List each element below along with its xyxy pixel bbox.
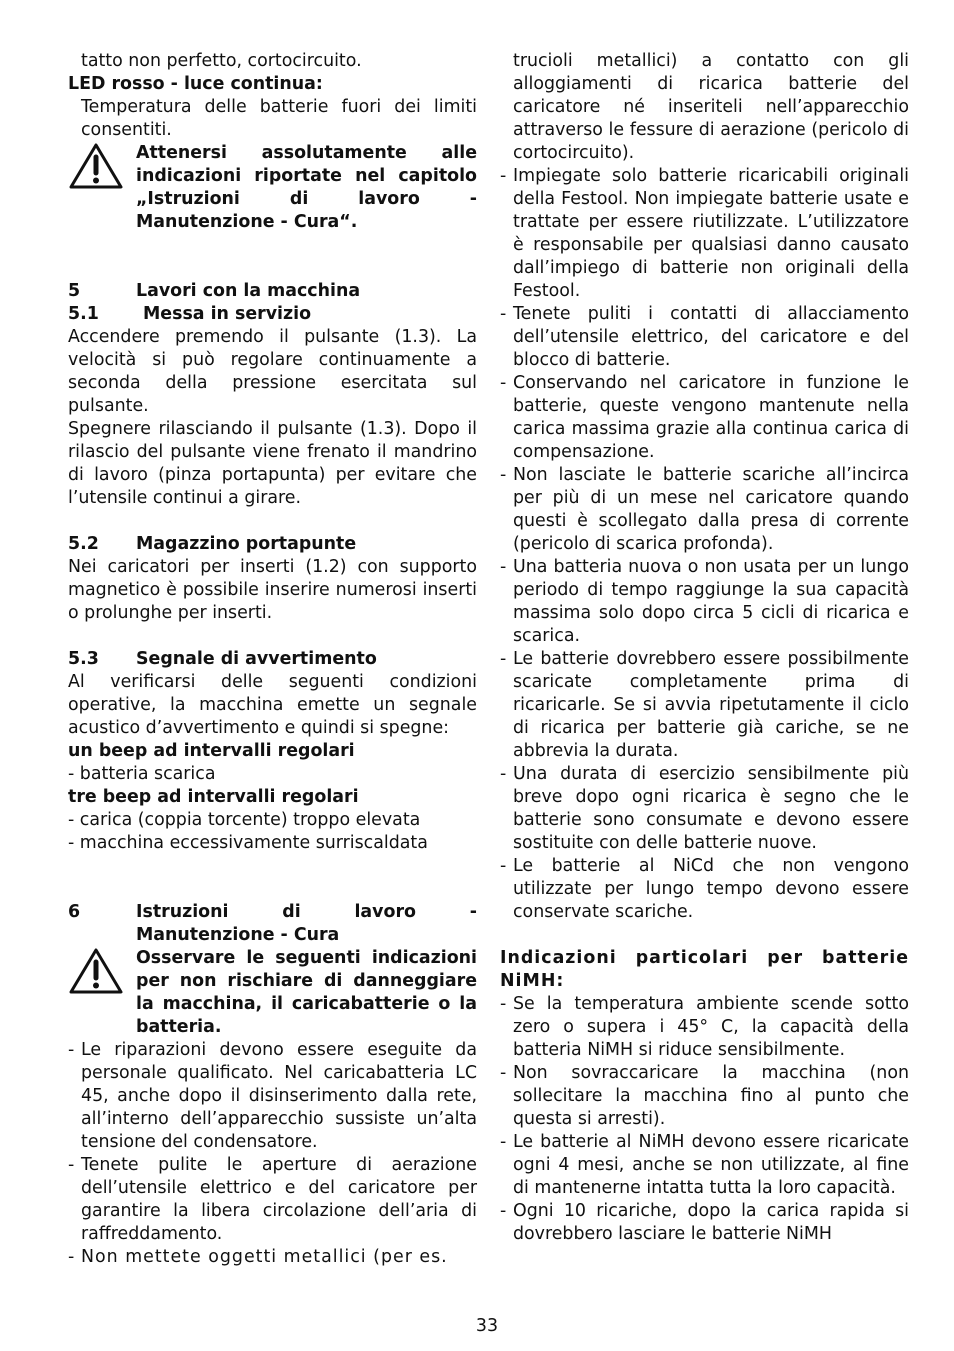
list-item: - Una durata di esercizio sensibilmente più breve dopo ogni ricarica è segno che le batterie sono consumate e devono essere sostituite con delle batterie nuove.: [500, 764, 909, 853]
list-item: - Se la temperatura ambiente scende sotto zero o supera i 45° C, la capacità della batteria NiMH si riduce sensibilmente.: [500, 994, 909, 1060]
continued-text: tatto non perfetto, cortocircuito.: [81, 51, 362, 71]
section-number: 6: [68, 902, 81, 922]
section-number: 5: [68, 281, 81, 301]
list-item: - Impiegate solo batterie ricaricabili originali della Festool. Non impiegate batterie usate e trattate per essere riutilizzate. L’utilizzatore è responsabile per qualsiasi danno causato dall’impiego di batterie non originali della Festool.: [500, 166, 909, 301]
list-item: - Conservando nel caricatore in funzione le batterie, queste vengono mantenute nella carica massima grazie alla continua carica di compensazione.: [500, 373, 909, 462]
section-title: Magazzino portapunte: [136, 534, 357, 554]
continued-text: trucioli metallici) a contatto con gli alloggiamenti di ricarica batterie del caricatore né inseriteli nell’apparecchio attraverso le fessure di aerazione (pericolo di cortocircuito).: [513, 51, 909, 163]
warning-block-2: [68, 947, 477, 1039]
section-title: Messa in servizio: [143, 304, 312, 324]
section-5-3-heading: [68, 648, 477, 671]
beep1-title: un beep ad intervalli regolari: [68, 741, 355, 761]
list-item: - Non mettete oggetti metallici (per es.: [68, 1247, 448, 1267]
section-title: Lavori con la macchina: [136, 281, 361, 301]
list-item: - Le batterie al NiCd che non vengono utilizzate per lungo tempo devono essere conservate scariche.: [500, 856, 909, 922]
list-item: - Una batteria nuova o non usata per un lungo periodo di tempo raggiunge la sua capacità massima solo dopo circa 5 cicli di ricarica e scarica.: [500, 557, 909, 646]
list-item: - Tenete pulite le aperture di aerazione dell’utensile elettrico e del caricatore per garantire la libera circolazione dell’aria di raffreddamento.: [68, 1155, 477, 1244]
beep3-title: tre beep ad intervalli regolari: [68, 787, 359, 807]
section-number: 5.2: [68, 534, 99, 554]
section-6-heading: [68, 901, 477, 947]
list-item: - Non sovraccaricare la macchina (non sollecitare la macchina fino al punto che questa si arresti).: [500, 1063, 909, 1129]
warning-text: Osservare le seguenti indicazioni per non rischiare di danneggiare la macchina, il caricabatterie o la batteria.: [136, 948, 477, 1037]
list-item: - Non lasciate le batterie scariche all’incirca per più di un mese nel caricatore quando questi è scollegato dalla presa di corrente (pericolo di scarica profonda).: [500, 465, 909, 554]
led-red-text: Temperatura delle batterie fuori dei limiti consentiti.: [81, 97, 477, 140]
section-number: 5.1: [68, 304, 99, 324]
left-column: [68, 50, 477, 1269]
list-item: - Ogni 10 ricariche, dopo la carica rapida si dovrebbero lasciare le batterie NiMH: [500, 1201, 909, 1244]
right-column: [500, 50, 909, 1246]
paragraph: Spegnere rilasciando il pulsante (1.3). Dopo il rilascio del pulsante viene frenato il mandrino di lavoro (pinza portapunta) per evitare che l’utensile continui a girare.: [68, 419, 477, 508]
section-title: Istruzioni di lavoro - Manutenzione - Cura: [136, 902, 477, 945]
paragraph: Accendere premendo il pulsante (1.3). La velocità si può regolare continuamente a seconda della pressione esercitata sul pulsante.: [68, 327, 477, 416]
list-item: - Le batterie dovrebbero essere possibilmente scaricate completamente prima di ricaricarle. Se si avvia ripetutamente il ciclo di ricarica per batterie già cariche, se ne abbrevia la durata.: [500, 649, 909, 761]
led-red-title: LED rosso - luce continua:: [68, 74, 323, 94]
section-title: Segnale di avvertimento: [136, 649, 377, 669]
list-item: - batteria scarica: [68, 764, 216, 784]
section-5-heading: [68, 280, 477, 303]
list-item: - Tenete puliti i contatti di allacciamento dell’utensile elettrico, del caricatore e del blocco di batterie.: [500, 304, 909, 370]
list-item: - Le batterie al NiMH devono essere ricaricate ogni 4 mesi, anche se non utilizzate, al fine di mantenerne intatta tutta la loro capacità.: [500, 1132, 909, 1198]
nimh-heading: Indicazioni particolari per batterie NiMH:: [500, 948, 909, 991]
section-5-2-heading: [68, 533, 477, 556]
warning-block-1: [68, 142, 477, 234]
paragraph: Nei caricatori per inserti (1.2) con supporto magnetico è possibile inserire numerosi inserti o prolunghe per inserti.: [68, 557, 477, 623]
paragraph: Al verificarsi delle seguenti condizioni operative, la macchina emette un segnale acustico d’avvertimento e quindi si spegne:: [68, 672, 477, 738]
section-5-1-heading: [68, 303, 477, 326]
warning-triangle-icon: [68, 947, 136, 1039]
list-item: - Le riparazioni devono essere eseguite da personale qualificato. Nel caricabatteria LC 45, anche dopo il disinserimento dalla rete, all’interno dell’apparecchio sussiste un’alta tensione del condensatore.: [68, 1040, 477, 1152]
page-number: 33: [475, 1316, 499, 1336]
list-item: - carica (coppia torcente) troppo elevata: [68, 810, 421, 830]
warning-text: Attenersi assolutamente alle indicazioni riportate nel capitolo „Istruzioni di lavoro - Manutenzione - Cura“.: [136, 143, 477, 232]
section-number: 5.3: [68, 649, 99, 669]
list-item: - macchina eccessivamente surriscaldata: [68, 833, 428, 853]
warning-triangle-icon: [68, 142, 136, 234]
